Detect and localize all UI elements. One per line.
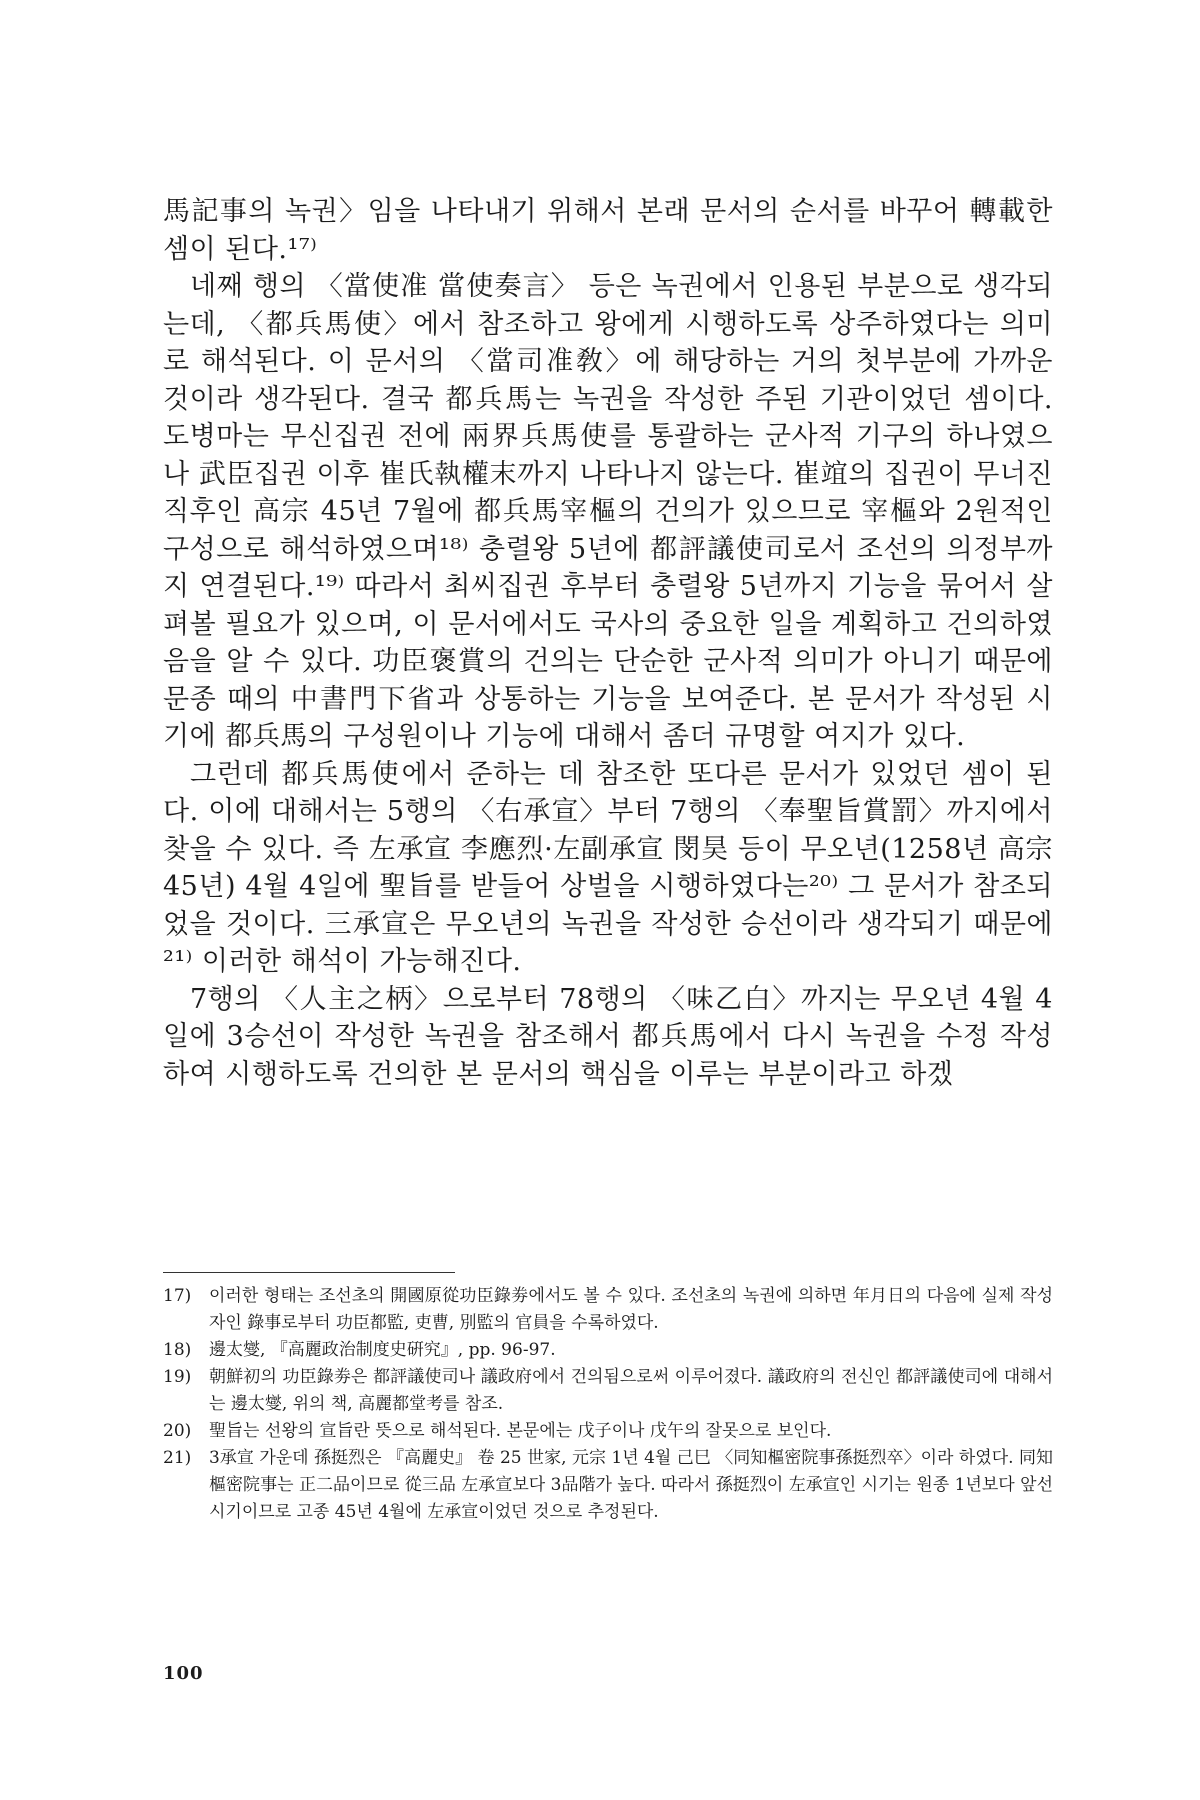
- footnote-number: 21): [163, 1448, 192, 1468]
- paragraph-fourth-line: 네째 행의 〈當使准 當使奏言〉 등은 녹권에서 인용된 부분으로 생각되는데, 〈都兵馬使〉에서 참조하고 왕에게 시행하도록 상주하였다는 의미로 해석된다. 이 문서의 〈當司准敎〉에 해당하는 거의 첫부분에 가까운 것이라 생각된다. 결국 都兵馬는 녹권을 작성한 주된 기관이었던 셈이다. 도병마는 무신집권 전에 兩界兵馬使를 통괄하는 군사적 기구의 하나였으나 武臣집권 이후 崔氏執權末까지 나타나지 않는다. 崔竩의 집권이 무너진 직후인 高宗 45년 7월에 都兵馬宰樞의 건의가 있으므로 宰樞와 2원적인 구성으로 해석하였으며¹⁸⁾ 충렬왕 5년에 都評議使司로서 조선의 의정부까지 연결된다.¹⁹⁾ 따라서 최씨집권 후부터 충렬왕 5년까지 기능을 묶어서 살펴볼 필요가 있으며, 이 문서에서도 국사의 중요한 일을 계획하고 건의하였음을 알 수 있다. 功臣褒賞의 건의는 단순한 군사적 의미가 아니기 때문에 문종 때의 中書門下省과 상통하는 기능을 보여준다. 본 문서가 작성된 시기에 都兵馬의 구성원이나 기능에 대해서 좀더 규명할 여지가 있다.: [163, 271, 1053, 752]
- paragraph-continuation: 馬記事의 녹권〉임을 나타내기 위해서 본래 문서의 순서를 바꾸어 轉載한 셈이 된다.¹⁷⁾: [163, 196, 1053, 265]
- footnote-19: [163, 1364, 1053, 1418]
- page-number: 100: [163, 1663, 204, 1684]
- footnote-text: 이러한 형태는 조선초의 開國原從功臣錄劵에서도 볼 수 있다. 조선초의 녹권에 의하면 年月日의 다음에 실제 작성자인 錄事로부터 功臣都監, 吏曹, 別監의 官員을 수록하였다.: [209, 1286, 1053, 1333]
- footnote-number: 19): [163, 1367, 192, 1387]
- paragraph-core-section: 7행의 〈人主之柄〉으로부터 78행의 〈味乙白〉까지는 무오년 4월 4일에 3승선이 작성한 녹권을 참조해서 都兵馬에서 다시 녹권을 수정 작성하여 시행하도록 건의한 본 문서의 핵심을 이루는 부분이라고 하겠: [163, 983, 1053, 1090]
- footnote-number: 20): [163, 1421, 192, 1441]
- footnote-20: [163, 1418, 1053, 1445]
- footnote-number: 18): [163, 1340, 192, 1360]
- footnote-17: [163, 1283, 1053, 1337]
- main-text: [163, 193, 1053, 1093]
- footnote-text: 3承宣 가운데 孫挺烈은 『高麗史』 卷 25 世家, 元宗 1년 4월 己巳 〈同知樞密院事孫挺烈卒〉이라 하였다. 同知樞密院事는 正二品이므로 從三品 左承宣보다 3品階가 높다. 따라서 孫挺烈이 左承宣인 시기는 원종 1년보다 앞선 시기이므로 고종 45년 4월에 左承宣이었던 것으로 추정된다.: [209, 1448, 1053, 1522]
- footnote-number: 17): [163, 1286, 192, 1306]
- footnote-21: [163, 1445, 1053, 1526]
- footnote-text: 邊太燮, 『高麗政治制度史硏究』, pp. 96-97.: [209, 1340, 556, 1360]
- footnote-18: [163, 1337, 1053, 1364]
- footnote-text: 朝鮮初의 功臣錄劵은 都評議使司나 議政府에서 건의됨으로써 이루어졌다. 議政府의 전신인 都評議使司에 대해서는 邊太燮, 위의 책, 高麗都堂考를 참조.: [209, 1367, 1053, 1414]
- paragraph-other-document: 그런데 都兵馬使에서 준하는 데 참조한 또다른 문서가 있었던 셈이 된다. 이에 대해서는 5행의 〈右承宣〉부터 7행의 〈奉聖旨賞罰〉까지에서 찾을 수 있다. 즉 左承宣 李應烈·左副承宣 閔昊 등이 무오년(1258년 高宗 45년) 4월 4일에 聖旨를 받들어 상벌을 시행하였다는²⁰⁾ 그 문서가 참조되었을 것이다. 三承宣은 무오년의 녹권을 작성한 승선이라 생각되기 때문에²¹⁾ 이러한 해석이 가능해진다.: [163, 758, 1053, 977]
- footnote-divider: [163, 1272, 455, 1273]
- footnote-text: 聖旨는 선왕의 宣旨란 뜻으로 해석된다. 본문에는 戊子이나 戊午의 잘못으로 보인다.: [209, 1421, 832, 1441]
- footnotes: [163, 1283, 1053, 1526]
